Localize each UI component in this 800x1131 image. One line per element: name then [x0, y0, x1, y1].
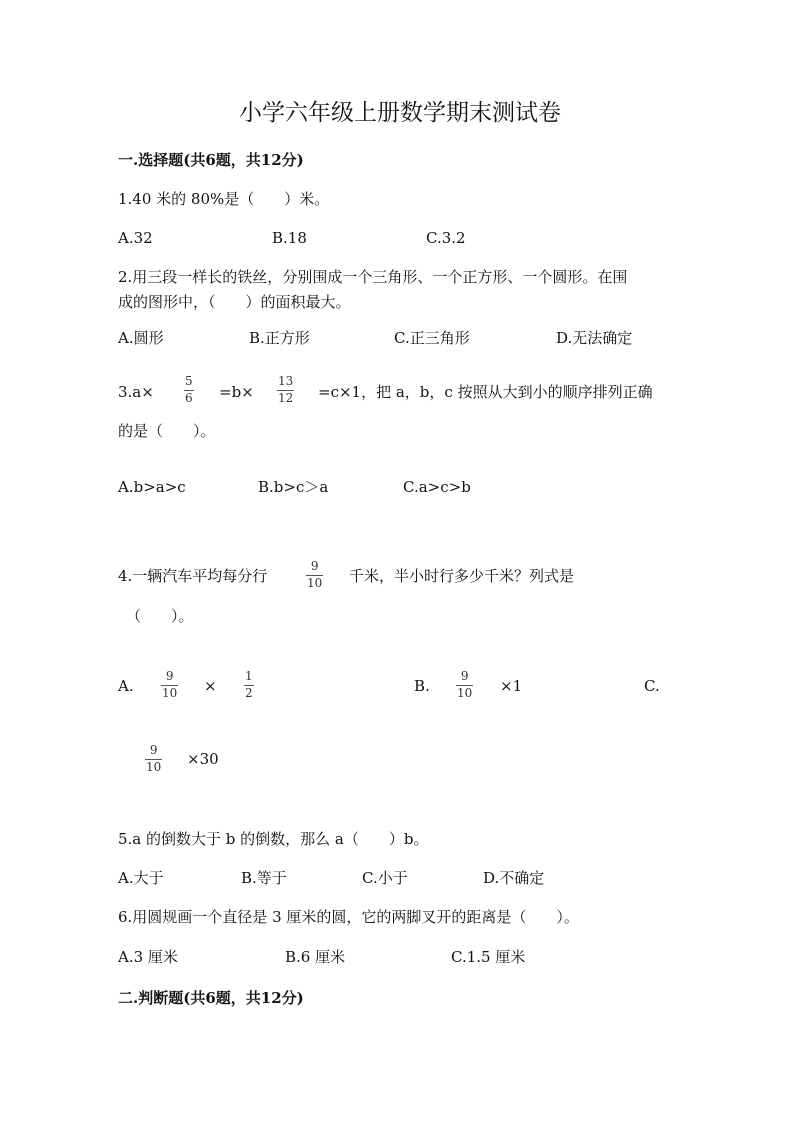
question-5-option-a: A.大于 — [118, 869, 164, 887]
question-1-option-a: A.32 — [118, 229, 153, 247]
question-3-prefix: 3.a× — [118, 383, 154, 401]
fraction-denominator: 6 — [185, 391, 193, 405]
question-4-option-b-fraction — [456, 670, 473, 700]
fraction-numerator: 1 — [245, 669, 253, 683]
question-6-option-b: B.6 厘米 — [285, 948, 346, 966]
question-1-option-c: C.3.2 — [426, 229, 466, 247]
question-2-option-c: C.正三角形 — [394, 329, 470, 347]
question-3-option-b: B.b>c＞a — [258, 478, 329, 496]
question-2-option-b: B.正方形 — [249, 329, 310, 347]
fraction-denominator: 12 — [278, 391, 294, 405]
question-4-option-c-fraction — [145, 744, 162, 774]
fraction-numerator: 9 — [310, 559, 319, 573]
question-3-option-c: C.a>c>b — [403, 478, 471, 496]
question-4-option-a-fraction-1 — [161, 670, 178, 700]
fraction-numerator: 9 — [460, 669, 469, 683]
question-4-option-a-fraction-2 — [244, 670, 254, 700]
page-title: 小学六年级上册数学期末测试卷 — [239, 100, 561, 126]
question-1-option-b: B.18 — [272, 229, 307, 247]
fraction-numerator: 5 — [185, 374, 193, 388]
fraction-denominator: 2 — [245, 686, 253, 700]
question-4-line-2: （ ）。 — [126, 607, 194, 625]
question-4-option-b-label: B. — [414, 677, 430, 695]
question-4-option-c-rest: ×30 — [187, 750, 219, 768]
fraction-denominator: 10 — [146, 760, 162, 774]
question-6-option-c: C.1.5 厘米 — [451, 948, 526, 966]
question-3-fraction-2 — [277, 375, 294, 405]
question-2-line-1: 2.用三段一样长的铁丝，分别围成一个三角形、一个正方形、一个圆形。在围 — [118, 268, 628, 286]
question-4-fraction — [306, 560, 323, 590]
question-6-stem: 6.用圆规画一个直径是 3 厘米的圆，它的两脚叉开的距离是（ ）。 — [118, 908, 579, 926]
question-3-option-a: A.b>a>c — [118, 478, 186, 496]
section-heading-choice: 一.选择题(共6题，共12分) — [118, 151, 304, 169]
question-3-suffix: =c×1，把 a，b，c 按照从大到小的顺序排列正确 — [318, 383, 653, 401]
question-6-option-a: A.3 厘米 — [118, 948, 178, 966]
question-3-line-2: 的是（ ）。 — [118, 422, 216, 440]
question-2-option-a: A.圆形 — [118, 329, 164, 347]
question-5-option-b: B.等于 — [241, 869, 287, 887]
fraction-numerator: 13 — [278, 374, 294, 388]
question-3-fraction-1 — [184, 375, 194, 405]
question-3-middle: =b× — [219, 383, 254, 401]
question-1-stem: 1.40 米的 80%是（ ）米。 — [118, 190, 330, 208]
section-heading-true-false: 二.判断题(共6题，共12分) — [118, 989, 304, 1007]
fraction-denominator: 10 — [162, 686, 178, 700]
fraction-numerator: 9 — [149, 743, 158, 757]
fraction-denominator: 10 — [457, 686, 473, 700]
question-2-option-d: D.无法确定 — [556, 329, 633, 347]
question-4-suffix: 千米，半小时行多少千米？列式是 — [349, 567, 575, 585]
question-5-stem: 5.a 的倒数大于 b 的倒数，那么 a（ ）b。 — [118, 830, 429, 848]
question-5-option-c: C.小于 — [362, 869, 408, 887]
question-4-option-a-label: A. — [118, 677, 134, 695]
fraction-denominator: 10 — [307, 576, 323, 590]
question-4-option-c-label: C. — [644, 677, 660, 695]
question-4-option-a-operator: × — [204, 677, 217, 695]
question-2-line-2: 成的图形中，（ ）的面积最大。 — [118, 293, 351, 311]
question-5-option-d: D.不确定 — [483, 869, 545, 887]
question-4-prefix: 4.一辆汽车平均每分行 — [118, 567, 268, 585]
fraction-numerator: 9 — [165, 669, 174, 683]
question-4-option-b-rest: ×1 — [500, 677, 523, 695]
